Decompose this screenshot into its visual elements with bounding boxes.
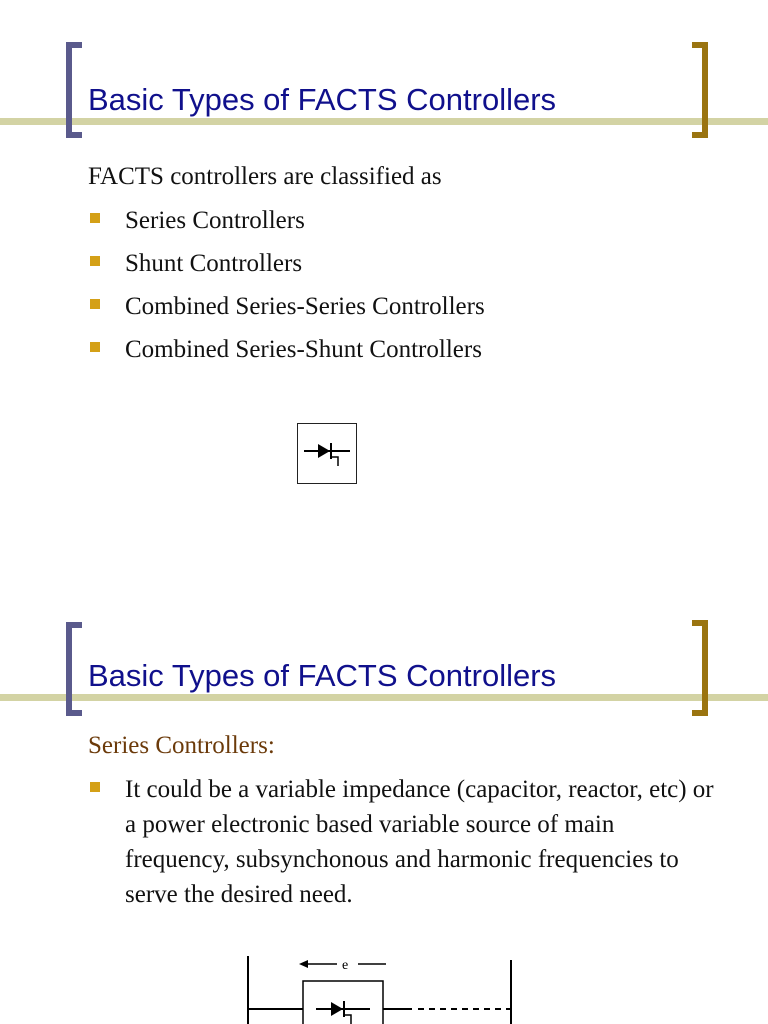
thyristor-symbol-box <box>297 423 357 484</box>
bullet-square-icon <box>90 299 100 309</box>
intro-text: FACTS controllers are classified as <box>88 163 442 190</box>
list-item <box>88 328 485 371</box>
list-item-label: It could be a variable impedance (capacitor, reactor, etc) or a power electronic based variable source of main frequency, subsynchonous and harmonic frequencies to serve the desired need. <box>125 776 714 908</box>
arrow-left-icon <box>299 960 308 968</box>
left-bracket <box>66 42 82 138</box>
list-item-label: Shunt Controllers <box>125 250 303 277</box>
bullet-square-icon <box>90 342 100 352</box>
slide-title: Basic Types of FACTS Controllers <box>88 82 557 117</box>
thyristor-icon <box>298 424 356 483</box>
list-item-label: Series Controllers <box>125 207 305 234</box>
title-stripe <box>0 118 768 125</box>
list-item <box>88 242 485 285</box>
list-item <box>88 285 485 328</box>
slide-title: Basic Types of FACTS Controllers <box>88 658 557 693</box>
list-item <box>88 199 485 242</box>
list-item-label: Combined Series-Shunt Controllers <box>125 336 482 363</box>
bullet-list <box>88 199 485 371</box>
list-item-label: Combined Series-Series Controllers <box>125 293 485 320</box>
section-subtitle: Series Controllers: <box>88 732 275 759</box>
slide-2 <box>0 576 768 1024</box>
right-bracket <box>692 42 708 138</box>
bullet-square-icon <box>90 256 100 266</box>
series-controller-diagram <box>0 576 768 1024</box>
voltage-label: e <box>342 958 349 973</box>
bullet-square-icon <box>90 213 100 223</box>
